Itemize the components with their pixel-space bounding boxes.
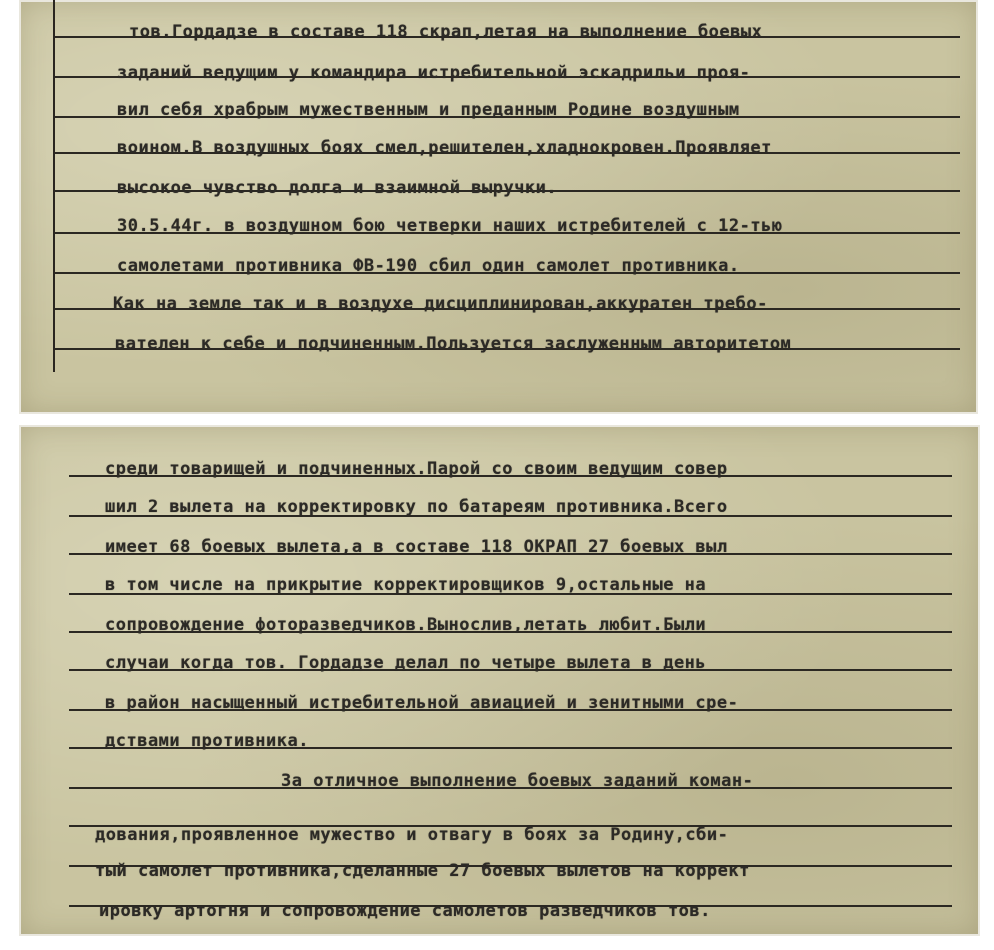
text-line: заданий ведущим у командира истребительной эскадрильи проя- (117, 63, 751, 83)
text-line: имеет 68 боевых вылета,а в составе 118 ОКРАП 27 боевых выл (105, 537, 728, 557)
text-line: высокое чувство долга и взаимной выручки. (117, 178, 558, 198)
text-line: шил 2 вылета на корректировку по батареям противника.Всего (105, 497, 728, 517)
text-line: среди товарищей и подчиненных.Парой со своим ведущим совер (105, 459, 728, 479)
document-page-bottom (19, 425, 980, 936)
margin-rule (53, 0, 55, 372)
text-line: ировку артогня и сопровождение самолетов разведчиков тов. (99, 901, 711, 921)
text-line: За отличное выполнение боевых заданий коман- (281, 771, 754, 791)
text-line: тый самолет противника,сделанные 27 боевых вылетов на коррект (95, 861, 750, 881)
text-line: сопровождение фоторазведчиков.Вынослив,летать любит.Были (105, 615, 707, 635)
text-line: воином.В воздушных боях смел,решителен,хладнокровен.Проявляет (117, 138, 772, 158)
document-page-top (19, 0, 978, 414)
text-line: в район насыщенный истребительной авиацией и зенитными сре- (105, 693, 739, 713)
text-line: дования,проявленное мужество и отвагу в боях за Родину,сби- (95, 825, 729, 845)
text-line: случаи когда тов. Гордадзе делал по четыре вылета в день (105, 653, 707, 673)
text-line: 30.5.44г. в воздушном бою четверки наших истребителей с 12-тью (117, 216, 783, 236)
text-line: дствами противника. (105, 731, 309, 751)
text-line: вил себя храбрым мужественным и преданным Родине воздушным (117, 100, 740, 120)
text-line: тов.Гордадзе в составе 118 скрап,летая на выполнение боевых (129, 22, 763, 42)
text-line: самолетами противника ФВ-190 сбил один самолет противника. (117, 256, 740, 276)
text-line: вателен к себе и подчиненным.Пользуется заслуженным авторитетом (115, 334, 792, 354)
text-line: Как на земле так и в воздухе дисциплинирован,аккуратен требо- (113, 294, 768, 314)
text-line: в том числе на прикрытие корректировщиков 9,остальные на (105, 575, 707, 595)
